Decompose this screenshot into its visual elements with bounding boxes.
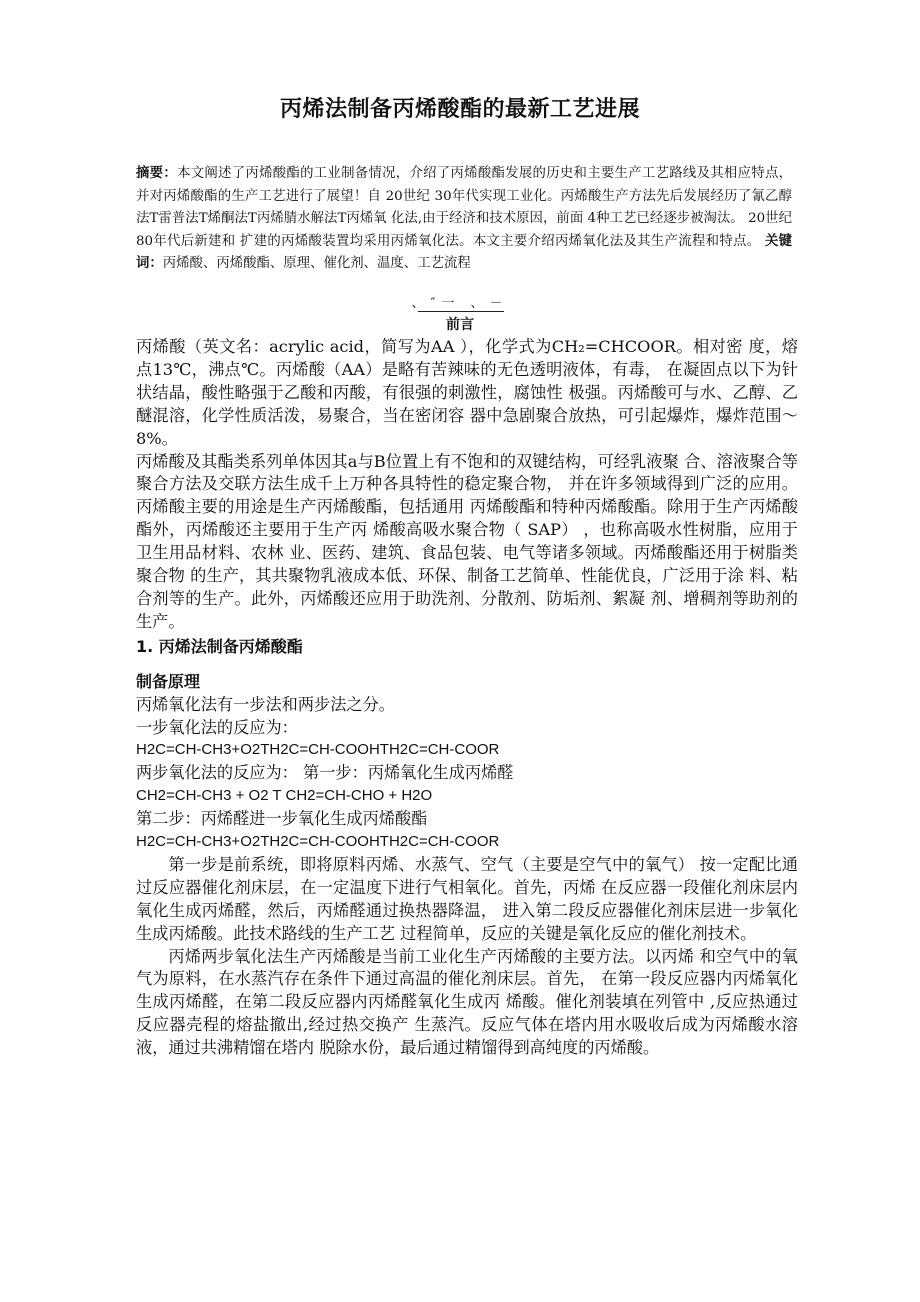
document-body — [136, 336, 798, 1060]
equation-one-step: H2C=CH-CH3+O2TH2C=CH-COOHTH2C=CH-COOR — [136, 741, 500, 759]
paragraph-first-step-desc: 第一步是前系统，即将原料丙烯、水蒸气、空气（主要是空气中的氧气） 按一定配比通过反应器催化剂床层，在一定温度下进行气相氧化。首先，丙烯 在反应器一段催化剂床层内氧化生成丙烯醛，然后，丙烯醛通过换热器降温， 进入第二段反应器催化剂床层进一步氧化生成丙烯酸。此技术路线的生产工艺 过程简单，反应的关键是氧化反应的催化剂技术。 — [136, 854, 798, 943]
paragraph-methods: 丙烯氧化法有一步法和两步法之分。 — [136, 694, 395, 714]
paragraph-one-step: 一步氧化法的反应为： — [136, 717, 298, 737]
paragraph-applications: 丙烯酸及其酯类系列单体因其a与B位置上有不饱和的双键结构，可经乳液聚 合、溶液聚合等聚合方法及交联方法生成千上万种各具特性的稳定聚合物， 并在许多领域得到广泛的应用。丙烯酸主要的用途是生产丙烯酸酯，包括通用 丙烯酸酯和特种丙烯酸酯。除用于生产丙烯酸酯外，丙烯酸还主要用于生产丙 烯酸高吸水聚合物（ SAP） ，也称高吸水性树脂，应用于卫生用品材料、农林 业、医药、建筑、食品包装、电气等诸多领域。丙烯酸酯还用于树脂类聚合物 的生产，其共聚物乳液成本低、环保、制备工艺简单、性能优良，广泛用于涂 料、粘合剂等的生产。此外，丙烯酸还应用于助洗剂、分散剂、防垢剂、絮凝 剂、增稠剂等助剂的生产。 — [136, 451, 798, 631]
abstract-label: 摘要： — [136, 166, 178, 181]
keywords-label: 关键词： — [136, 233, 793, 271]
equation-step-two: H2C=CH-CH3+O2TH2C=CH-COOHTH2C=CH-COOR — [136, 833, 500, 851]
abstract-text: 本文阐述了丙烯酸酯的工业制备情况，介绍了丙烯酸酯发展的历史和主要生产工艺路线及其相应特点，并对丙烯酸酯的生产工艺进行了展望！自 20世纪 30年代实现工业化。丙烯酸生产方法先后发展经历了氰乙醇法T雷普法T烯酮法T丙烯腈水解法T丙烯氧 化法,由于经济和技术原因，前面 4种工艺已经逐步被淘汰。 20世纪 80年代后新建和 扩建的丙烯酸装置均采用丙烯氧化法。本文主要介绍丙烯氧化法及其生产流程和特点。 — [136, 166, 793, 249]
paragraph-two-step-desc: 丙烯两步氧化法生产丙烯酸是当前工业化生产丙烯酸的主要方法。以丙烯 和空气中的氧气为原料，在水蒸汽存在条件下通过高温的催化剂床层。首先， 在第一段反应器内丙烯氧化生成丙烯醛，在第二段反应器内丙烯醛氧化生成丙 烯酸。催化剂装填在列管中 ,反应热通过反应器壳程的熔盐撤出,经过热交换产 生蒸汽。反应气体在塔内用水吸收后成为丙烯酸水溶液，通过共沸精馏在塔内 脱除水份，最后通过精馏得到高纯度的丙烯酸。 — [136, 946, 798, 1058]
keywords-text: 丙烯酸、丙烯酸酯、原理、催化剂、温度、工艺流程 — [162, 256, 471, 271]
document-title: 丙烯法制备丙烯酸酯的最新工艺进展 — [279, 97, 640, 122]
paragraph-step-two: 第二步：丙烯醛进一步氧化生成丙烯酸酯 — [136, 809, 428, 829]
paragraph-intro: 丙烯酸（英文名：acrylic acid，简写为AA ），化学式为CH₂=CHCOOR。相对密 度，熔点13℃，沸点℃。丙烯酸（AA）是略有苦辣味的无色透明液体，有毒， 在凝固点以下为针状结晶，酸性略强于乙酸和丙酸，有很强的刺激性，腐蚀性 极强。丙烯酸可与水、乙醇、乙醚混溶，化学性质活泼，易聚合，当在密闭容 器中急剧聚合放热，可引起爆炸，爆炸范围～8%。 — [136, 337, 798, 448]
equation-step-one: CH2=CH-CH3 + O2 T CH2=CH-CHO + H2O — [136, 787, 433, 805]
preface-heading: 前言 — [446, 317, 474, 333]
section-heading-1: 1. 丙烯法制备丙烯酸酯 — [136, 636, 303, 656]
divider-marks: 、″一 、－ — [411, 296, 509, 311]
divider-line — [418, 311, 504, 312]
paragraph-two-step: 两步氧化法的反应为： 第一步：丙烯氧化生成丙烯醛 — [136, 763, 514, 783]
subheading-principle: 制备原理 — [136, 671, 201, 691]
abstract-block — [136, 163, 792, 276]
